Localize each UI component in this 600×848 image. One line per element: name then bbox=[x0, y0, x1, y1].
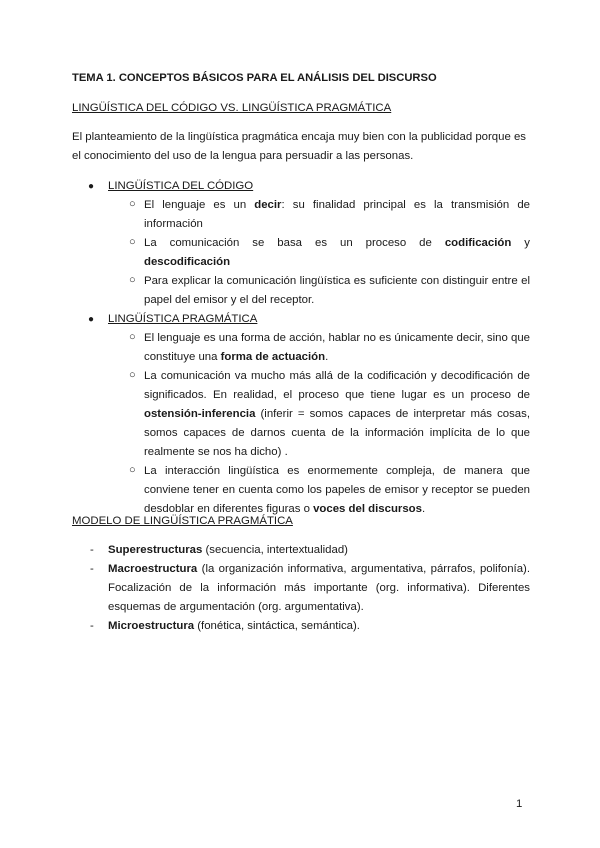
text: (inferir = somos capaces de interpretar más cosas, somos capaces de darnos cuenta de la información implícita de lo que realmente se nos ha dicho) . bbox=[144, 408, 530, 458]
bold-term: ostensión-inferencia bbox=[144, 408, 256, 420]
bullet-icon: ● bbox=[88, 181, 95, 192]
bold-term: descodificación bbox=[144, 256, 231, 268]
bullet-codigo bbox=[72, 177, 530, 196]
bullet-pragmatica-label: LINGÜÍSTICA PRAGMÁTICA bbox=[108, 313, 258, 325]
codigo-item-decir bbox=[72, 196, 530, 234]
bullet-pragmatica bbox=[72, 310, 530, 329]
bold-term: codificación bbox=[444, 237, 512, 249]
codigo-item-codificacion bbox=[72, 234, 530, 272]
text: La comunicación va mucho más allá de la codificación y decodificación de significados. En realidad, el proceso que tiene lugar es un proceso de bbox=[144, 370, 530, 401]
sub-bullet-icon: ○ bbox=[129, 331, 136, 343]
sub-bullet-icon: ○ bbox=[129, 274, 136, 286]
text: (fonética, sintáctica, semántica). bbox=[194, 620, 360, 632]
bold-term: decir bbox=[254, 199, 282, 211]
sub-bullet-icon: ○ bbox=[129, 198, 136, 210]
pragmatica-item-inferencia bbox=[72, 367, 530, 462]
bold-term: Microestructura bbox=[108, 620, 195, 632]
text: Para explicar la comunicación lingüística es suficiente con distinguir entre el papel del emisor y el del receptor. bbox=[144, 275, 530, 306]
section-heading-codigo-vs-pragmatica: LINGÜÍSTICA DEL CÓDIGO VS. LINGÜÍSTICA PRAGMÁTICA bbox=[72, 102, 392, 114]
bullet-icon: ● bbox=[88, 314, 95, 325]
modelo-list bbox=[72, 541, 530, 636]
text: . bbox=[325, 351, 329, 363]
pragmatica-item-accion bbox=[72, 329, 530, 367]
bold-term: forma de actuación bbox=[220, 351, 326, 363]
intro-paragraph: El planteamiento de la lingüística pragmática encaja muy bien con la publicidad porque es el conocimiento del uso de la lengua para persuadir a las personas. bbox=[72, 131, 527, 162]
bullet-codigo-label: LINGÜÍSTICA DEL CÓDIGO bbox=[108, 180, 254, 192]
text: La interacción lingüística es enormemente compleja, de manera que conviene tener en cuenta como los papeles de emisor y receptor se pueden desdoblar en diferentes figuras o bbox=[144, 465, 530, 515]
dash-icon: - bbox=[90, 620, 94, 632]
bold-term: voces del discursos bbox=[313, 503, 422, 515]
text: (secuencia, intertextualidad) bbox=[202, 544, 348, 556]
modelo-item-superestructuras bbox=[72, 541, 530, 560]
text: . bbox=[421, 503, 426, 515]
bold-term: Superestructuras bbox=[108, 544, 203, 556]
text: : su finalidad principal es la transmisión de información bbox=[144, 199, 530, 230]
sub-bullet-icon: ○ bbox=[129, 369, 136, 381]
modelo-item-microestructura bbox=[72, 617, 530, 636]
document-title: TEMA 1. CONCEPTOS BÁSICOS PARA EL ANÁLISIS DEL DISCURSO bbox=[72, 72, 437, 84]
codigo-item-emisor-receptor bbox=[72, 272, 530, 310]
modelo-item-macroestructura bbox=[72, 560, 530, 617]
text: El lenguaje es una forma de acción, hablar no es únicamente decir, sino que constituye una bbox=[144, 332, 530, 363]
text: (la organización informativa, argumentativa, párrafos, polifonía). Focalización de la información más importante (org. informativa). Diferentes esquemas de argumentación (org. argumentativa). bbox=[108, 563, 530, 613]
text: El lenguaje es un bbox=[144, 199, 255, 211]
section-heading-modelo: MODELO DE LINGÜÍSTICA PRAGMÁTICA bbox=[72, 515, 293, 527]
pragmatica-item-voces bbox=[72, 462, 530, 519]
text: y bbox=[511, 237, 530, 249]
sub-bullet-icon: ○ bbox=[129, 464, 136, 476]
page-number: 1 bbox=[516, 798, 523, 810]
text: La comunicación se basa es un proceso de bbox=[144, 237, 445, 249]
linguistics-comparison-list bbox=[72, 177, 530, 519]
sub-bullet-icon: ○ bbox=[129, 236, 136, 248]
bold-term: Macroestructura bbox=[108, 563, 198, 575]
dash-icon: - bbox=[90, 544, 94, 556]
dash-icon: - bbox=[90, 563, 94, 575]
